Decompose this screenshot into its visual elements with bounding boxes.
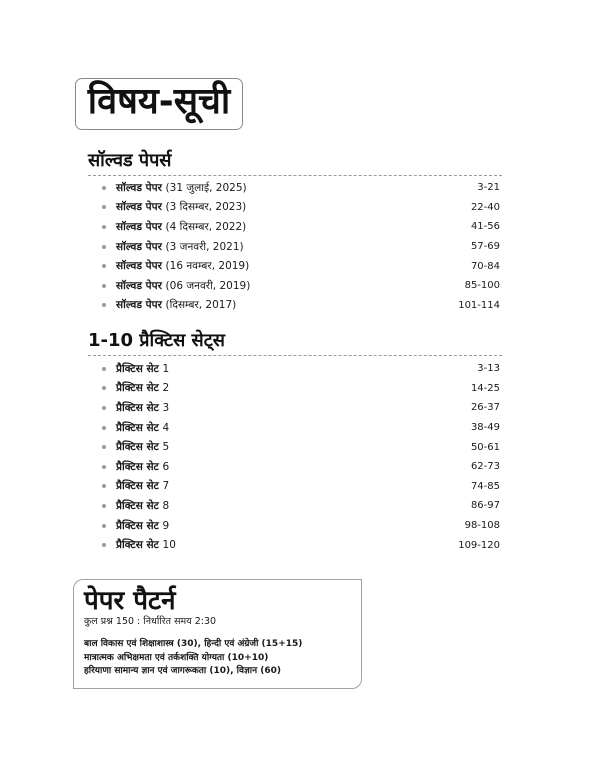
toc-entry[interactable] <box>100 379 500 399</box>
toc-entry[interactable] <box>100 496 500 516</box>
entry-pages: 3-21 <box>477 182 500 194</box>
entry-label: सॉल्वड पेपर (06 जनवरी, 2019) <box>116 279 251 292</box>
page-title: विषय-सूची <box>87 81 231 122</box>
bullet-icon <box>102 245 106 249</box>
entry-pages: 14-25 <box>470 382 500 394</box>
entry-label: प्रैक्टिस सेट 8 <box>116 499 170 512</box>
toc-entry[interactable] <box>100 457 500 477</box>
toc-entry[interactable] <box>100 418 500 438</box>
entry-label: सॉल्वड पेपर (3 जनवरी, 2021) <box>116 240 244 253</box>
entry-pages: 86-97 <box>470 500 500 512</box>
bullet-icon <box>102 205 106 209</box>
entry-pages: 109-120 <box>458 539 500 551</box>
entry-pages: 101-114 <box>458 299 500 311</box>
bullet-icon <box>102 445 106 449</box>
bullet-icon <box>102 406 106 410</box>
bullet-icon <box>102 426 106 430</box>
section-header-practice-sets <box>88 328 502 356</box>
entry-label: सॉल्वड पेपर (31 जुलाई, 2025) <box>116 181 247 194</box>
entry-label: प्रैक्टिस सेट 1 <box>116 362 170 375</box>
subject-line: हरियाणा सामान्य ज्ञान एवं जागरूकता (10), विज्ञान (60) <box>84 666 281 676</box>
section-heading: 1-10 प्रैक्टिस सेट्स <box>88 330 225 351</box>
toc-entry[interactable] <box>100 237 500 257</box>
entry-label: प्रैक्टिस सेट 5 <box>116 441 170 454</box>
entry-label: प्रैक्टिस सेट 7 <box>116 480 170 493</box>
toc-entry[interactable] <box>100 217 500 237</box>
bullet-icon <box>102 386 106 390</box>
bullet-icon <box>102 186 106 190</box>
entry-pages: 50-61 <box>470 441 500 453</box>
bullet-icon <box>102 284 106 288</box>
toc-entry[interactable] <box>100 516 500 536</box>
page-title-box <box>75 78 243 130</box>
toc-entry[interactable] <box>100 276 500 296</box>
bullet-icon <box>102 367 106 371</box>
entry-pages: 70-84 <box>470 260 500 272</box>
toc-entry[interactable] <box>100 198 500 218</box>
subject-line: मात्रात्मक अभिक्षमता एवं तर्कशक्ति योग्यता (10+10) <box>84 652 269 663</box>
entry-label: प्रैक्टिस सेट 4 <box>116 421 170 434</box>
bullet-icon <box>102 465 106 469</box>
practice-sets-list <box>100 359 500 555</box>
entry-pages: 74-85 <box>470 480 500 492</box>
entry-label: सॉल्वड पेपर (3 दिसम्बर, 2023) <box>116 201 247 214</box>
entry-label: सॉल्वड पेपर (4 दिसम्बर, 2022) <box>116 220 247 233</box>
entry-pages: 57-69 <box>470 241 500 253</box>
bullet-icon <box>102 225 106 229</box>
paper-pattern-meta: कुल प्रश्न 150 : निर्धारित समय 2:30 <box>84 616 217 627</box>
toc-entry[interactable] <box>100 437 500 457</box>
bullet-icon <box>102 504 106 508</box>
subject-line: बाल विकास एवं शिक्षाशास्त्र (30), हिन्दी एवं अंग्रेजी (15+15) <box>84 639 303 649</box>
bullet-icon <box>102 524 106 528</box>
bullet-icon <box>102 303 106 307</box>
entry-label: सॉल्वड पेपर (दिसम्बर, 2017) <box>116 299 237 312</box>
entry-label: प्रैक्टिस सेट 2 <box>116 382 170 395</box>
paper-pattern-box <box>73 579 362 689</box>
toc-entry[interactable] <box>100 477 500 497</box>
solved-papers-list <box>100 178 500 315</box>
entry-pages: 26-37 <box>470 402 500 414</box>
entry-pages: 38-49 <box>470 422 500 434</box>
entry-label: सॉल्वड पेपर (16 नवम्बर, 2019) <box>116 260 250 273</box>
toc-entry[interactable] <box>100 296 500 316</box>
toc-entry[interactable] <box>100 256 500 276</box>
bullet-icon <box>102 543 106 547</box>
entry-label: प्रैक्टिस सेट 10 <box>116 539 176 552</box>
paper-pattern-title: पेपर पैटर्न <box>84 586 176 616</box>
toc-entry[interactable] <box>100 398 500 418</box>
toc-entry[interactable] <box>100 535 500 555</box>
entry-pages: 62-73 <box>470 461 500 473</box>
bullet-icon <box>102 264 106 268</box>
section-heading: सॉल्वड पेपर्स <box>88 150 172 171</box>
entry-label: प्रैक्टिस सेट 6 <box>116 460 170 473</box>
entry-pages: 85-100 <box>464 280 500 292</box>
entry-pages: 22-40 <box>470 201 500 213</box>
section-header-solved-papers <box>88 148 502 176</box>
entry-pages: 98-108 <box>464 520 500 532</box>
entry-label: प्रैक्टिस सेट 3 <box>116 401 170 414</box>
entry-pages: 41-56 <box>470 221 500 233</box>
entry-label: प्रैक्टिस सेट 9 <box>116 519 170 532</box>
toc-entry[interactable] <box>100 178 500 198</box>
toc-entry[interactable] <box>100 359 500 379</box>
entry-pages: 3-13 <box>477 363 500 375</box>
bullet-icon <box>102 484 106 488</box>
paper-pattern-subjects <box>84 638 351 679</box>
